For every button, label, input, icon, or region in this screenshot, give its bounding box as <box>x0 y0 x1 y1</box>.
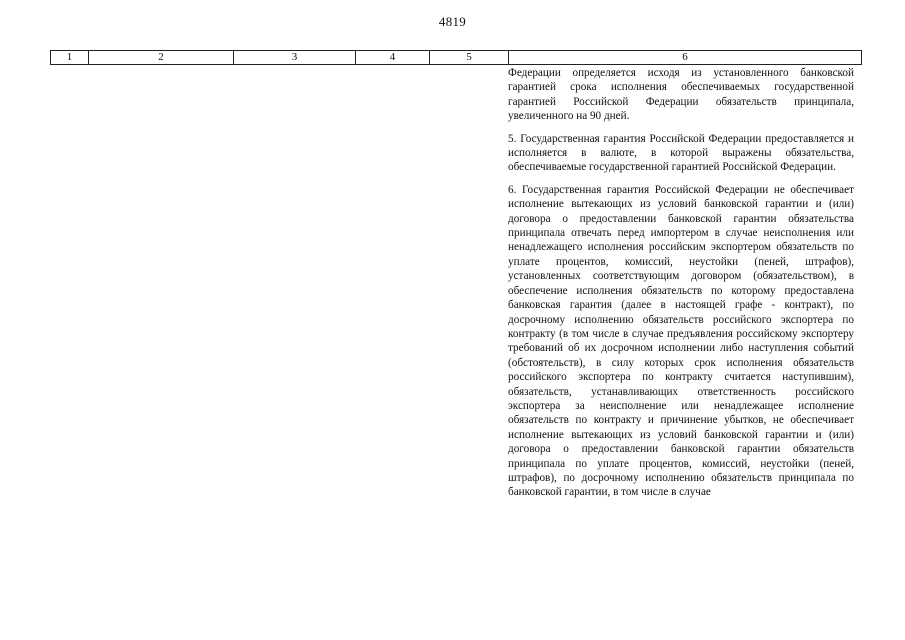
paragraph-continuation: Федерации определяется исходя из установленного банковской гарантией срока исполнения обеспечиваемых государственной гарантией Российской Федерации обязательств принципала, увеличенного на 90 дней. <box>508 67 854 123</box>
paragraph-5: 5. Государственная гарантия Российской Федерации предоставляется и исполняется в валюте, в которой выражены обязательства, обеспечиваемые государственной гарантией Российской Федерации. <box>508 132 854 174</box>
table-column-header-row <box>50 50 862 65</box>
column-6-text <box>508 66 854 508</box>
column-number-4: 4 <box>356 51 430 64</box>
column-number-2: 2 <box>89 51 234 64</box>
column-number-6: 6 <box>682 51 688 63</box>
page-number: 4819 <box>438 14 467 29</box>
paragraph-6: 6. Государственная гарантия Российской Федерации не обеспечивает исполнение вытекающих из условий банковской гарантии и (или) договора о предоставлении банковской гарантии обязательства принципала отвечать перед импортером в случае неисполнения или ненадлежащего исполнения российским экспортером обязательств по уплате процентов, комиссий, неустойки (пеней, штрафов), установленных соответствующим договором (обязательством), в обеспечение исполнения обязательств по которому предоставлена банковская гарантия (далее в настоящей графе - контракт), по досрочному исполнению обязательств российского экспортера по контракту (в том числе в случае предъявления российскому экспортеру требований об их досрочном исполнении либо наступления событий (обстоятельств), в силу которых срок исполнения обязательств российского экспортера по контракту считается наступившим), обязательств, устанавливающих ответственность российского экспортера за неисполнение или ненадлежащее исполнение обязательств по контракту и причинение убытков, не обеспечивает исполнение вытекающих из условий банковской гарантии и (или) договора о предоставлении банковской гарантии обязательств принципала по уплате процентов, комиссий, неустойки (пеней, штрафов), по досрочному исполнению обязательств принципала по банковской гарантии, в том числе в случае <box>508 183 854 499</box>
column-number-3: 3 <box>234 51 356 64</box>
column-number-1: 1 <box>51 51 89 64</box>
column-number-5: 5 <box>430 51 509 64</box>
